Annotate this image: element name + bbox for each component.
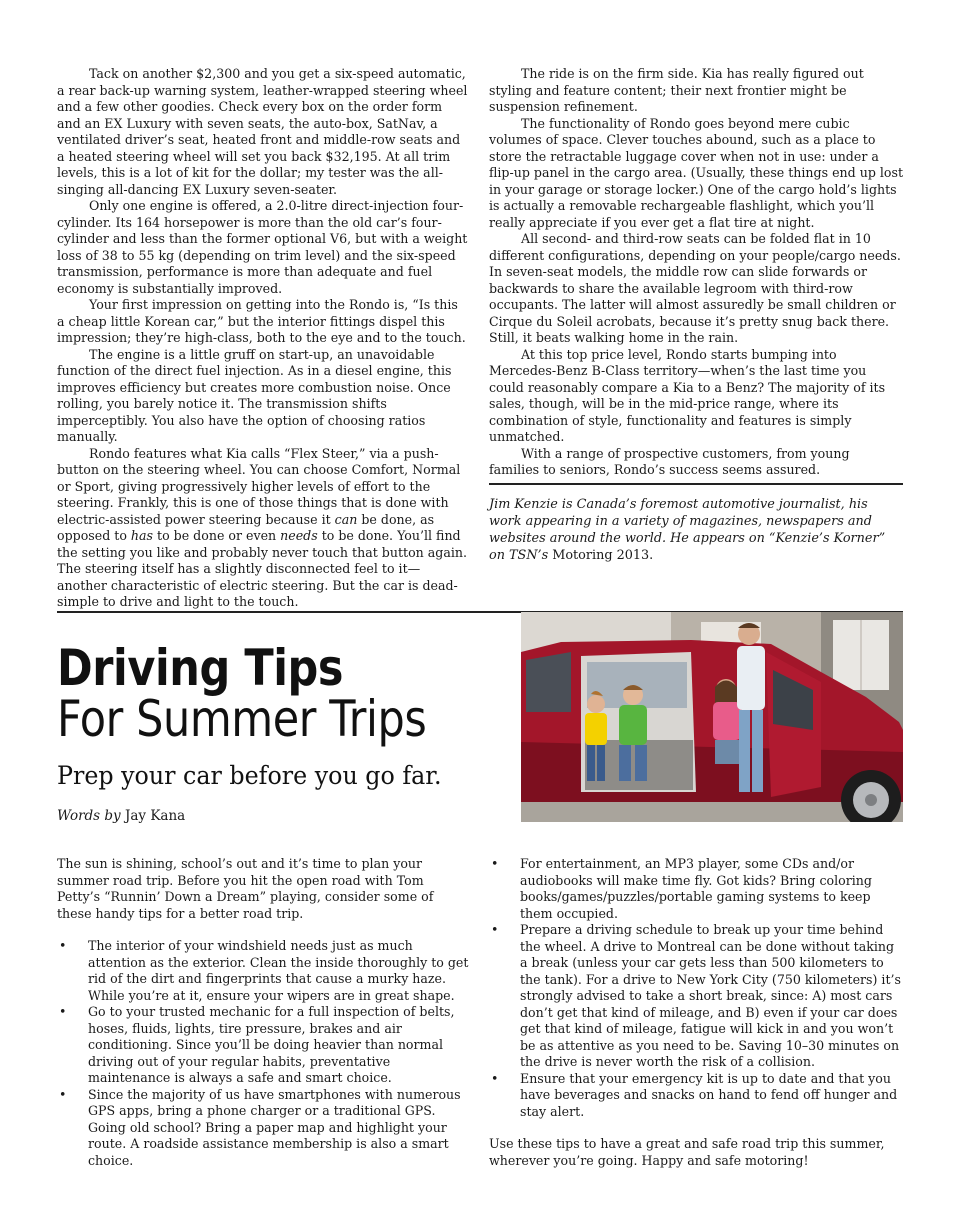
paragraph: The ride is on the firm side. Kia has really figured out styling and feature content; their next frontier might be suspension refinement.: [489, 66, 864, 114]
byline-author: Jay Kana: [120, 808, 186, 824]
list-item-text: Ensure that your emergency kit is up to date and that you have beverages and snacks on hand to fend off hunger and stay alert.: [520, 1070, 898, 1119]
tips-list-left: [57, 938, 469, 1169]
text-run: be done, as opposed to: [57, 511, 435, 543]
bullet: •: [491, 922, 499, 937]
bullet: •: [491, 1070, 499, 1086]
article-right-column: [489, 66, 903, 479]
closing-paragraph: Use these tips to have a great and safe road trip this summer, wherever you’re going. Happy and safe motoring!: [489, 1136, 885, 1168]
byline: [57, 807, 185, 825]
list-item-text: For entertainment, an MP3 player, some CDs and/or audiobooks will make time fly. Got kids? Bring coloring books/games/puzzles/portable gaming systems to keep them occupied.: [520, 856, 872, 921]
paragraph: With a range of prospective customers, from young families to seniors, Rondo’s success seems assured.: [489, 445, 850, 477]
bio-italic: Jim Kenzie is Canada’s foremost automotive journalist, his work appearing in a variety of magazines, newspapers and websites around the world. He appears on “Kenzie’s Korner” on TSN’s: [489, 497, 886, 563]
article-left-column: [57, 66, 469, 611]
emphasis-can: can: [334, 511, 358, 527]
list-item: [57, 1087, 469, 1170]
bullet: •: [59, 1004, 67, 1019]
list-item-text: Go to your trusted mechanic for a full inspection of belts, hoses, fluids, lights, tire pressure, brakes and air conditioning. Since you’ll be doing heavier than normal driving out of your regular habits, preventative maintenance is always a safe and smart choice.: [88, 1004, 455, 1085]
text-run: to be done. You’ll find the setting you like and probably never touch that button again. The steering itself has a slightly disconnected feel to it—another characteristic of electric steering. But the car is dead-simple to drive and light to the touch.: [57, 528, 467, 609]
family-minivan-photo: [521, 612, 903, 822]
tips-left-column: [57, 856, 469, 1169]
paragraph: The functionality of Rondo goes beyond mere cubic volumes of space. Clever touches abound, such as a place to store the retractable luggage cover when not in use: under a flip-up panel in the cargo area. (Usually, these things end up lost in your garage or storage locker.) One of the cargo hold’s lights is actually a removable rechargeable flashlight, which you’ll really appreciate if you ever get a flat tire at night.: [489, 115, 904, 230]
paragraph: Your first impression on getting into the Rondo is, “Is this a cheap little Korean car,” but the interior fittings dispel this impression; they’re high-class, both to the eye and to the touch.: [57, 297, 466, 345]
bullet: •: [59, 1086, 67, 1102]
text-run: to be done or even: [153, 528, 281, 543]
tips-right-column: [489, 856, 903, 1169]
headline-bold: Driving Tips: [57, 639, 344, 697]
list-item-text: The interior of your windshield needs just as much attention as the exterior. Clean the inside thoroughly to get rid of the dirt and fingerprints that cause a murky haze. While you’re at it, ensure your wipers are in great shape.: [88, 938, 469, 1003]
bio-show-name: Motoring 2013.: [548, 548, 654, 563]
list-item-text: Prepare a driving schedule to break up your time behind the wheel. A drive to Montreal can be done without taking a break (unless your car gets less than 500 kilometers to the tank). For a drive to New York City (750 kilometers) it’s strongly advised to take a short break, since: A) most cars don’t get that kind of mileage, and B) even if your car does get that kind of mileage, fatigue will kick in and you won’t be as attentive as you need to be. Saving 10–30 minutes on the drive is never worth the risk of a collision.: [520, 922, 901, 1069]
intro-paragraph: The sun is shining, school’s out and it’s time to plan your summer road trip. Before you hit the open road with Tom Petty’s “Runnin’ Down a Dream” playing, consider some of these handy tips for a better road trip.: [57, 856, 434, 921]
paragraph: At this top price level, Rondo starts bumping into Mercedes-Benz B-Class territory—when’s the last time you could reasonably compare a Kia to a Benz? The majority of its sales, though, will be in the mid-price range, where its combination of style, functionality and features is simply unmatched.: [489, 346, 886, 444]
tips-list-right: [489, 856, 903, 1120]
bullet: •: [491, 856, 499, 871]
emphasis-needs: needs: [280, 528, 318, 543]
bullet: •: [59, 938, 67, 953]
paragraph: All second- and third-row seats can be folded flat in 10 different configurations, depending on your people/cargo needs. In seven-seat models, the middle row can slide forwards or backwards to share the available legroom with third-row occupants. The latter will almost assuredly be small children or Cirque du Soleil acrobats, because it’s pretty snug back there. Still, it beats walking home in the rain.: [489, 231, 901, 345]
paragraph: Tack on another $2,300 and you get a six-speed automatic, a rear back-up warning system, leather-wrapped steering wheel and a few other goodies. Check every box on the order form and an EX Luxury with seven seats, the auto-box, SatNav, a ventilated driver’s seat, heated front and middle-row seats and a heated steering wheel will set you back $32,195. At all trim levels, this is a lot of kit for the dollar; my tester was the all-singing all-dancing EX Luxury seven-seater.: [57, 66, 468, 197]
paragraph: The engine is a little gruff on start-up, an unavoidable function of the direct fuel injection. As in a diesel engine, this improves efficiency but creates more combustion noise. Once rolling, you barely notice it. The transmission shifts imperceptibly. You also have the option of choosing ratios manually.: [57, 346, 452, 444]
paragraph-flex-steer: [57, 446, 469, 611]
emphasis-has: has: [130, 528, 154, 543]
headline-light: For Summer Trips: [57, 690, 427, 748]
list-item-text: Since the majority of us have smartphones with numerous GPS apps, bring a phone charger or a traditional GPS. Going old school? Bring a paper map and highlight your route. A roadside assistance membership is also a smart choice.: [88, 1086, 461, 1168]
family-minivan-illustration: [521, 612, 903, 822]
deck-subtitle: Prep your car before you go far.: [57, 761, 442, 790]
author-bio: [489, 496, 903, 564]
list-item: [489, 1071, 903, 1121]
byline-prefix: Words by: [57, 808, 121, 824]
list-item: [57, 1004, 469, 1087]
bio-divider: [489, 483, 903, 485]
list-item: [489, 922, 903, 1071]
list-item: [489, 856, 903, 922]
text-run: Rondo features what Kia calls “Flex Steer,” via a push-button on the steering wheel. You can choose Comfort, Normal or Sport, giving progressively higher levels of effort to the steering. Frankly, this is one of those things that is done with electric-assisted power steering because it: [57, 445, 461, 527]
list-item: [57, 938, 469, 1004]
paragraph: Only one engine is offered, a 2.0-litre direct-injection four-cylinder. Its 164 horsepower is more than the old car’s four-cylinder and less than the former optional V6, but with a weight loss of 38 to 55 kg (depending on trim level) and the six-speed transmission, performance is more than adequate and fuel economy is substantially improved.: [57, 198, 468, 296]
